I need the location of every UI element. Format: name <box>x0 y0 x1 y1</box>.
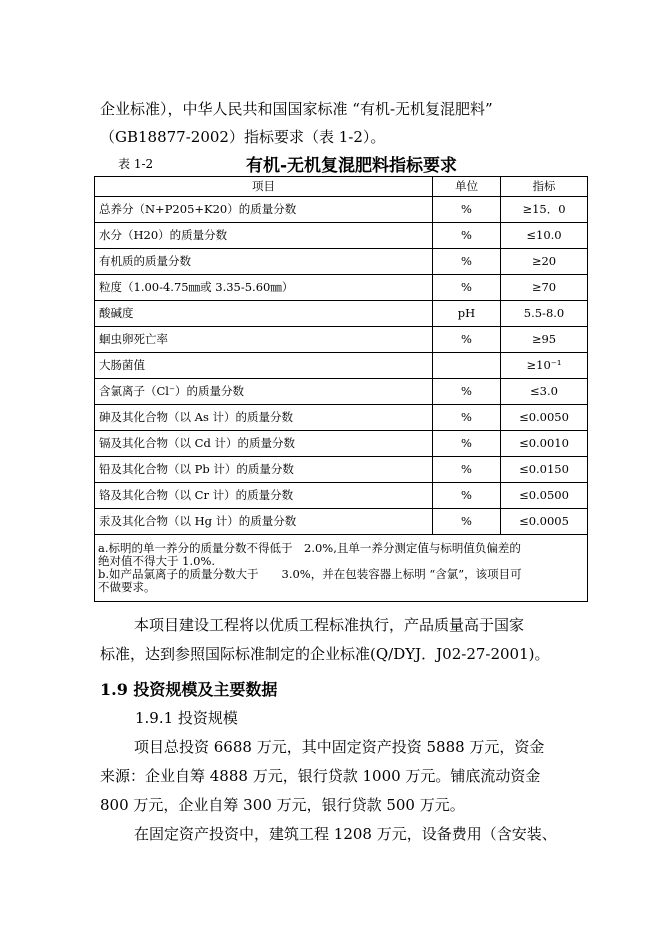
table-title: 有机-无机复混肥料指标要求 <box>246 156 458 176</box>
table-header-row <box>95 177 588 197</box>
table-row <box>95 457 588 483</box>
table-notes-row <box>95 535 588 602</box>
table-row <box>95 275 588 301</box>
cell-unit <box>433 353 501 379</box>
cell-item: 砷及其化合物（以 As 计）的质量分数 <box>95 405 433 431</box>
paragraph1-line-2: 标准，达到参照国际标准制定的企业标准(Q/DYJ．J02-27-2001)。 <box>100 645 550 663</box>
cell-unit: % <box>433 379 501 405</box>
cell-value: ≥20 <box>501 249 588 275</box>
cell-unit: % <box>433 249 501 275</box>
table-row <box>95 353 588 379</box>
cell-value: ≤3.0 <box>501 379 588 405</box>
cell-value: ≥70 <box>501 275 588 301</box>
cell-unit: % <box>433 223 501 249</box>
table-row <box>95 483 588 509</box>
cell-item: 水分（H20）的质量分数 <box>95 223 433 249</box>
header-value: 指标 <box>501 177 588 197</box>
cell-unit: % <box>433 483 501 509</box>
cell-value: ≤0.0010 <box>501 431 588 457</box>
cell-unit: % <box>433 197 501 223</box>
note-line: 不做要求。 <box>98 580 156 594</box>
cell-value: ≥10⁻¹ <box>501 353 588 379</box>
table-row <box>95 223 588 249</box>
cell-value: 5.5-8.0 <box>501 301 588 327</box>
section-heading: 1.9 投资规模及主要数据 <box>100 680 278 699</box>
note-line: a.标明的单一养分的质量分数不得低于 2.0%,且单一养分测定值与标明值负偏差的 <box>98 541 521 555</box>
table-row <box>95 327 588 353</box>
header-item: 项目 <box>95 177 433 197</box>
paragraph1-line-1: 本项目建设工程将以优质工程标准执行，产品质量高于国家 <box>134 616 525 634</box>
table-notes <box>95 535 588 602</box>
spec-table <box>94 176 588 602</box>
cell-unit: pH <box>433 301 501 327</box>
note-line: 绝对值不得大于 1.0%. <box>98 554 216 568</box>
paragraph2-line-3: 800 万元，企业自筹 300 万元，银行贷款 500 万元。 <box>100 796 465 814</box>
cell-value: ≤10.0 <box>501 223 588 249</box>
cell-unit: % <box>433 431 501 457</box>
cell-unit: % <box>433 457 501 483</box>
cell-item: 含氯离子（Cl⁻）的质量分数 <box>95 379 433 405</box>
table-row <box>95 379 588 405</box>
intro-line-1: 企业标准），中华人民共和国国家标准 “有机-无机复混肥料” <box>100 100 493 118</box>
cell-item: 有机质的质量分数 <box>95 249 433 275</box>
cell-item: 铬及其化合物（以 Cr 计）的质量分数 <box>95 483 433 509</box>
cell-item: 酸碱度 <box>95 301 433 327</box>
cell-item: 铅及其化合物（以 Pb 计）的质量分数 <box>95 457 433 483</box>
cell-unit: % <box>433 275 501 301</box>
cell-value: ≥15．0 <box>501 197 588 223</box>
intro-line-2: （GB18877-2002）指标要求（表 1-2）。 <box>100 128 386 146</box>
table-row <box>95 197 588 223</box>
table-row <box>95 431 588 457</box>
cell-item: 大肠菌值 <box>95 353 433 379</box>
header-unit: 单位 <box>433 177 501 197</box>
cell-unit: % <box>433 327 501 353</box>
subsection-heading: 1.9.1 投资规模 <box>135 709 238 727</box>
paragraph3-line-1: 在固定资产投资中，建筑工程 1208 万元，设备费用（含安装、 <box>134 825 557 843</box>
cell-value: ≤0.0500 <box>501 483 588 509</box>
cell-item: 蛔虫卵死亡率 <box>95 327 433 353</box>
table-label: 表 1-2 <box>118 157 154 171</box>
cell-value: ≤0.0005 <box>501 509 588 535</box>
cell-unit: % <box>433 509 501 535</box>
spec-table-body <box>95 177 588 602</box>
paragraph2-line-1: 项目总投资 6688 万元，其中固定资产投资 5888 万元，资金 <box>134 738 545 756</box>
cell-value: ≥95 <box>501 327 588 353</box>
note-line: b.如产品氯离子的质量分数大于 3.0%，并在包装容器上标明 “含氯”，该项目可 <box>98 567 522 581</box>
cell-item: 总养分（N+P205+K20）的质量分数 <box>95 197 433 223</box>
table-row <box>95 405 588 431</box>
paragraph2-line-2: 来源：企业自筹 4888 万元，银行贷款 1000 万元。铺底流动资金 <box>100 767 541 785</box>
cell-value: ≤0.0150 <box>501 457 588 483</box>
cell-item: 粒度（1.00-4.75㎜或 3.35-5.60㎜） <box>95 275 433 301</box>
cell-item: 镉及其化合物（以 Cd 计）的质量分数 <box>95 431 433 457</box>
cell-item: 汞及其化合物（以 Hg 计）的质量分数 <box>95 509 433 535</box>
table-row <box>95 301 588 327</box>
cell-value: ≤0.0050 <box>501 405 588 431</box>
table-row <box>95 249 588 275</box>
cell-unit: % <box>433 405 501 431</box>
table-row <box>95 509 588 535</box>
